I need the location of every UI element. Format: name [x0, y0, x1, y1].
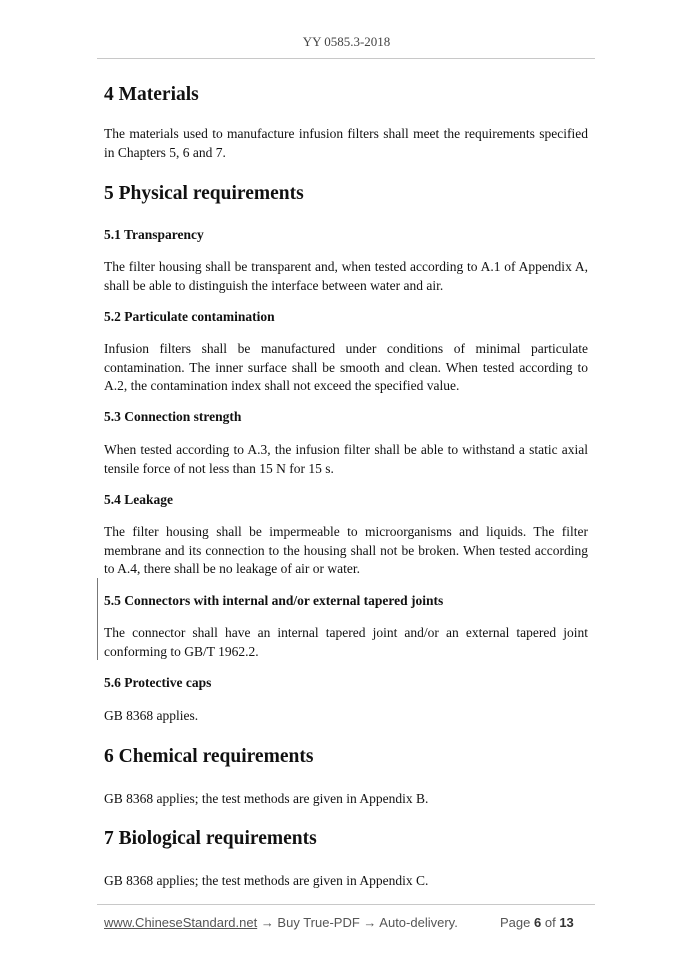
section-5-1-heading: 5.1 Transparency	[104, 227, 204, 242]
section-5-2-text: Infusion filters shall be manufactured under conditions of minimal particulate contamination. The inner surface shall be smooth and clean. When tested according to A.2, the contamination index shall not exceed the specified value.	[104, 341, 588, 393]
section-5-5-heading: 5.5 Connectors with internal and/or external tapered joints	[104, 593, 444, 608]
footer-promo	[104, 915, 458, 930]
section-7-text: GB 8368 applies; the test methods are given in Appendix C.	[104, 873, 429, 888]
section-6-text: GB 8368 applies; the test methods are given in Appendix B.	[104, 791, 429, 806]
page-total: 13	[559, 915, 574, 930]
section-5-5-text: The connector shall have an internal tapered joint and/or an external tapered joint conforming to GB/T 1962.2.	[104, 625, 588, 659]
section-5-4-text: The filter housing shall be impermeable to microorganisms and liquids. The filter membrane and its connection to the housing shall not be broken. When tested according to A.4, there shall be no leakage of air or water.	[104, 524, 588, 576]
section-7-heading: 7 Biological requirements	[104, 828, 317, 849]
section-5-3-heading: 5.3 Connection strength	[104, 409, 242, 424]
section-5-4-heading: 5.4 Leakage	[104, 492, 173, 507]
page-number	[500, 915, 574, 930]
header-divider	[97, 58, 595, 59]
document-id: YY 0585.3-2018	[302, 34, 391, 49]
footer-divider	[97, 904, 595, 905]
page-current: 6	[534, 915, 542, 930]
section-5-6-text: GB 8368 applies.	[104, 708, 199, 723]
section-6-heading: 6 Chemical requirements	[104, 746, 314, 767]
promo-text: → Buy True-PDF → Auto-delivery.	[257, 915, 458, 930]
section-5-3-text: When tested according to A.3, the infusion filter shall be able to withstand a static axial tensile force of not less than 15 N for 15 s.	[104, 442, 588, 476]
section-5-heading: 5 Physical requirements	[104, 183, 304, 204]
section-5-2-heading: 5.2 Particulate contamination	[104, 309, 275, 324]
page-of: of	[544, 915, 556, 930]
page-label: Page	[500, 915, 531, 930]
revision-change-bar	[97, 578, 98, 660]
section-4-heading: 4 Materials	[104, 84, 199, 105]
section-4-text: The materials used to manufacture infusion filters shall meet the requirements specified in Chapters 5, 6 and 7.	[104, 126, 588, 160]
section-5-1-text: The filter housing shall be transparent and, when tested according to A.1 of Appendix A, shall be able to distinguish the interface between water and air.	[104, 259, 588, 293]
site-link[interactable]: www.ChineseStandard.net	[104, 915, 258, 930]
section-5-6-heading: 5.6 Protective caps	[104, 675, 212, 690]
